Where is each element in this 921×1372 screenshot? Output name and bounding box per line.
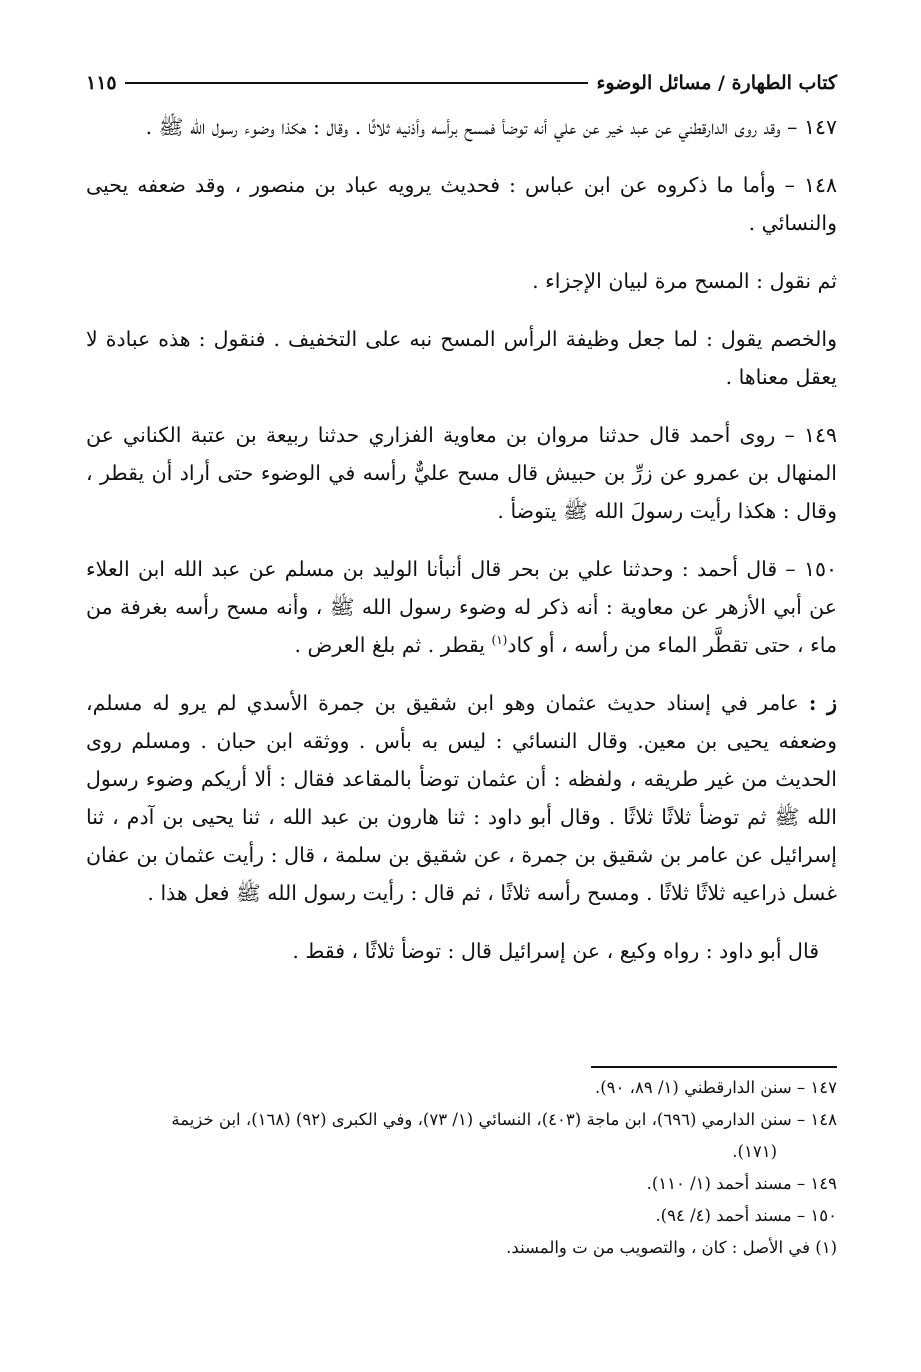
header-rule	[125, 82, 589, 84]
paragraph-150-end: يقطر . ثم بلغ العرض .	[294, 633, 492, 657]
paragraph-abudawud: قال أبو داود : رواه وكيع ، عن إسرائيل قال : توضأ ثلاثًا ، فقط .	[292, 939, 819, 963]
paragraph-148: ١٤٨ – وأما ما ذكروه عن ابن عباس : فحديث يرويه عباد بن منصور ، وقد ضعفه يحيى والنسائي .	[86, 173, 837, 235]
main-text	[86, 104, 837, 970]
paragraph-150	[86, 550, 837, 664]
footnote-separator	[591, 1066, 837, 1068]
paragraph-149: ١٤٩ – روى أحمد قال حدثنا مروان بن معاوية الفزاري حدثنا ربيعة بن عتبة الكناني عن المنهال بن عمرو عن زرِّ بن حبيش قال مسح عليٌّ رأسه في الوضوء حتى أراد أن يقطر ، وقال : هكذا رأيت رسولَ الله ﷺ يتوضأ .	[86, 423, 837, 523]
paragraph-zay	[86, 684, 837, 912]
running-header	[86, 68, 837, 98]
paragraph-thumma: ثم نقول : المسح مرة لبيان الإجزاء .	[532, 269, 837, 293]
paragraph-150-text: ١٥٠ – قال أحمد : وحدثنا علي بن بحر قال أنبأنا الوليد بن مسلم عن عبد الله ابن العلاء عن أبي الأزهر عن معاوية : أنه ذكر له وضوء رسول الله ﷺ ، وأنه مسح رأسه بغرفة من ماء ، حتى تقطَّر الماء من رأسه ، أو كاد	[86, 557, 837, 657]
footnote-149: ١٤٩ – مسند أحمد (١/ ١١٠).	[646, 1174, 837, 1193]
footnote-ref-1: (١)	[491, 633, 508, 648]
footnotes	[86, 1072, 837, 1264]
paragraph-khasm: والخصم يقول : لما جعل وظيفة الرأس المسح نبه على التخفيف . فنقول : هذه عبادة لا يعقل معناها .	[86, 327, 837, 389]
footnote-148: ١٤٨ – سنن الدارمي (٦٩٦)، ابن ماجة (٤٠٣)، النسائي (١/ ٧٣)، وفي الكبرى (٩٢) (١٦٨)، ابن خزيمة	[171, 1110, 837, 1129]
page-number: ١١٥	[86, 72, 117, 94]
footnote-148-cont: (١٧١).	[732, 1142, 777, 1161]
footnote-147: ١٤٧ – سنن الدارقطني (١/ ٨٩، ٩٠).	[594, 1078, 837, 1097]
paragraph-zay-text: عامر في إسناد حديث عثمان وهو ابن شقيق بن جمرة الأسدي لم يرو له مسلم، وضعفه يحيى بن معين. وقال النسائي : ليس به بأس . ووثقه ابن حبان . ومسلم روى الحديث من غير طريقه ، ولفظه : أن عثمان توضأ بالمقاعد فقال : ألا أريكم وضوء رسول الله ﷺ ثم توضأ ثلاثًا ثلاثًا . وقال أبو داود : ثنا هارون بن عبد الله ، ثنا يحيى بن آدم ، ثنا إسرائيل عن عامر بن شقيق بن جمرة ، عن شقيق بن سلمة ، قال : رأيت عثمان بن عفان غسل ذراعيه ثلاثًا ثلاثًا . ومسح رأسه ثلاثًا ، ثم قال : رأيت رسول الله ﷺ فعل هذا .	[86, 691, 837, 905]
footnote-150: ١٥٠ – مسند أحمد (٤/ ٩٤).	[655, 1206, 837, 1225]
paragraph-147: ١٤٧ – وقد روى الدارقطني عن عبد خير عن علي أنه توضأ فمسح برأسه وأذنيه ثلاثًا . وقال : هكذا وضوء رسول الله ﷺ .	[145, 115, 837, 139]
footnote-1: (١) في الأصل : كان ، والتصويب من ت والمسند.	[506, 1238, 837, 1257]
running-title: كتاب الطهارة / مسائل الوضوء	[596, 72, 837, 94]
zay-marker: ز :	[808, 691, 837, 715]
